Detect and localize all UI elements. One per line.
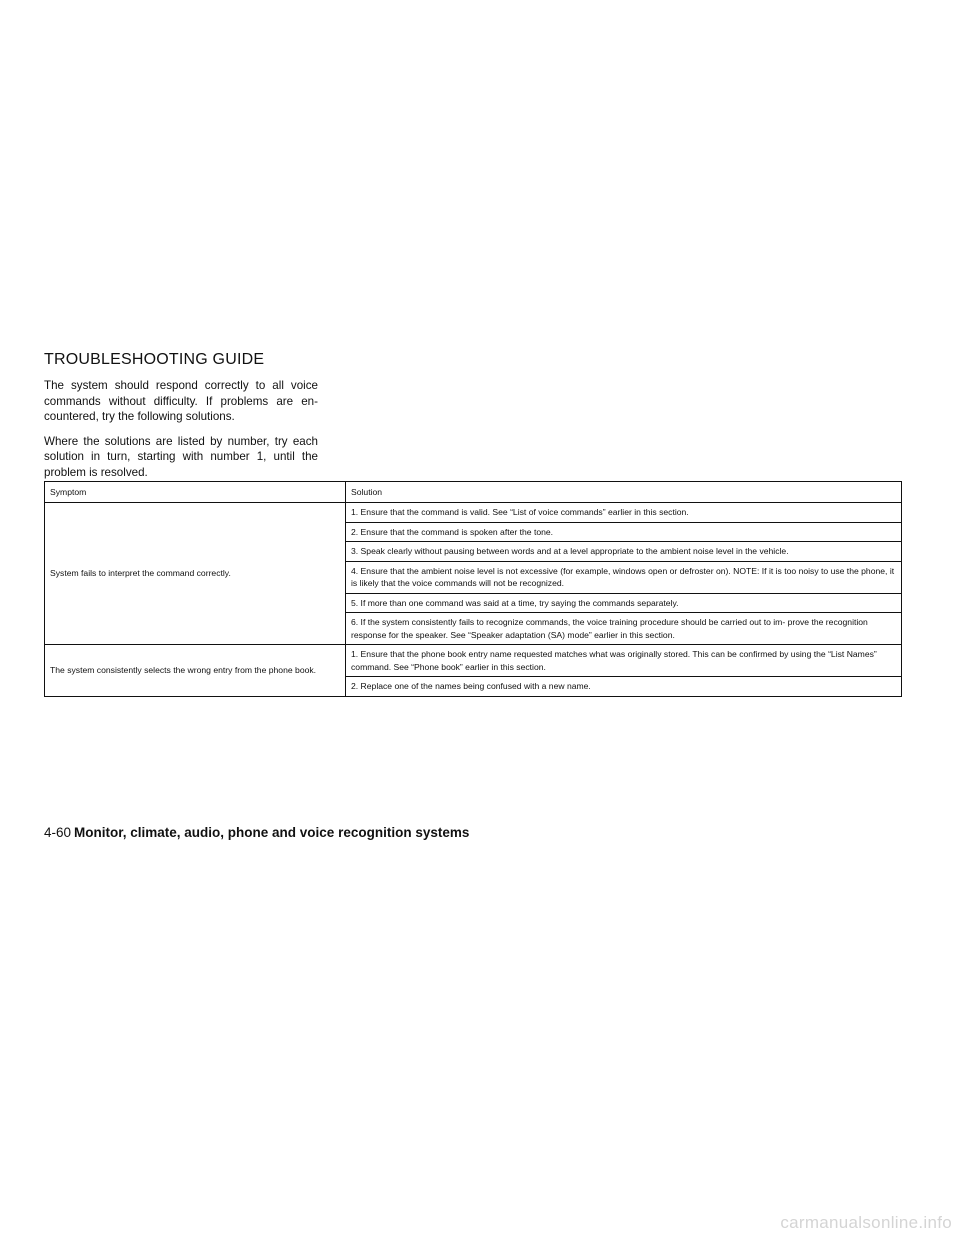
- solution-column-header: Solution: [346, 482, 902, 503]
- chapter-title: Monitor, climate, audio, phone and voice recognition systems: [74, 825, 470, 840]
- intro-paragraph: The system should respond correctly to all voice commands without difficulty. If problems are en- countered, try the following solutions.: [44, 379, 318, 423]
- watermark: carmanualsonline.info: [780, 1213, 952, 1232]
- solution-cell: 5. If more than one command was said at a time, try saying the commands separately.: [346, 593, 902, 613]
- troubleshooting-table: [44, 481, 902, 697]
- solution-cell: 2. Ensure that the command is spoken after the tone.: [346, 522, 902, 542]
- page-footer: [44, 824, 469, 842]
- solution-cell: 1. Ensure that the command is valid. See “List of voice commands” earlier in this section.: [346, 503, 902, 523]
- solution-cell: 6. If the system consistently fails to recognize commands, the voice training procedure should be carried out to im- prove the recognition response for the speaker. See “Speaker adaptation (SA) mode” earlier in this section.: [346, 613, 902, 645]
- intro-text: [44, 378, 318, 489]
- intro-paragraph: Where the solutions are listed by number, try each solution in turn, starting with number 1, until the problem is resolved.: [44, 434, 318, 479]
- section-title: TROUBLESHOOTING GUIDE: [44, 351, 265, 368]
- page-number: 4-60: [44, 825, 72, 840]
- symptom-column-header: Symptom: [45, 482, 346, 503]
- table-row: [45, 645, 902, 677]
- solution-cell: 2. Replace one of the names being confused with a new name.: [346, 677, 902, 697]
- solution-cell: 1. Ensure that the phone book entry name requested matches what was originally stored. This can be confirmed by using the “List Names” command. See “Phone book” earlier in this section.: [346, 645, 902, 677]
- table-header-row: [45, 482, 902, 503]
- solution-cell: 4. Ensure that the ambient noise level is not excessive (for example, windows open or defroster on). NOTE: If it is too noisy to use the phone, it is likely that the voice commands will not be recognized.: [346, 561, 902, 593]
- solution-cell: 3. Speak clearly without pausing between words and at a level appropriate to the ambient noise level in the vehicle.: [346, 542, 902, 562]
- symptom-cell: System fails to interpret the command correctly.: [45, 503, 346, 645]
- table-row: [45, 503, 902, 523]
- symptom-cell: The system consistently selects the wrong entry from the phone book.: [45, 645, 346, 697]
